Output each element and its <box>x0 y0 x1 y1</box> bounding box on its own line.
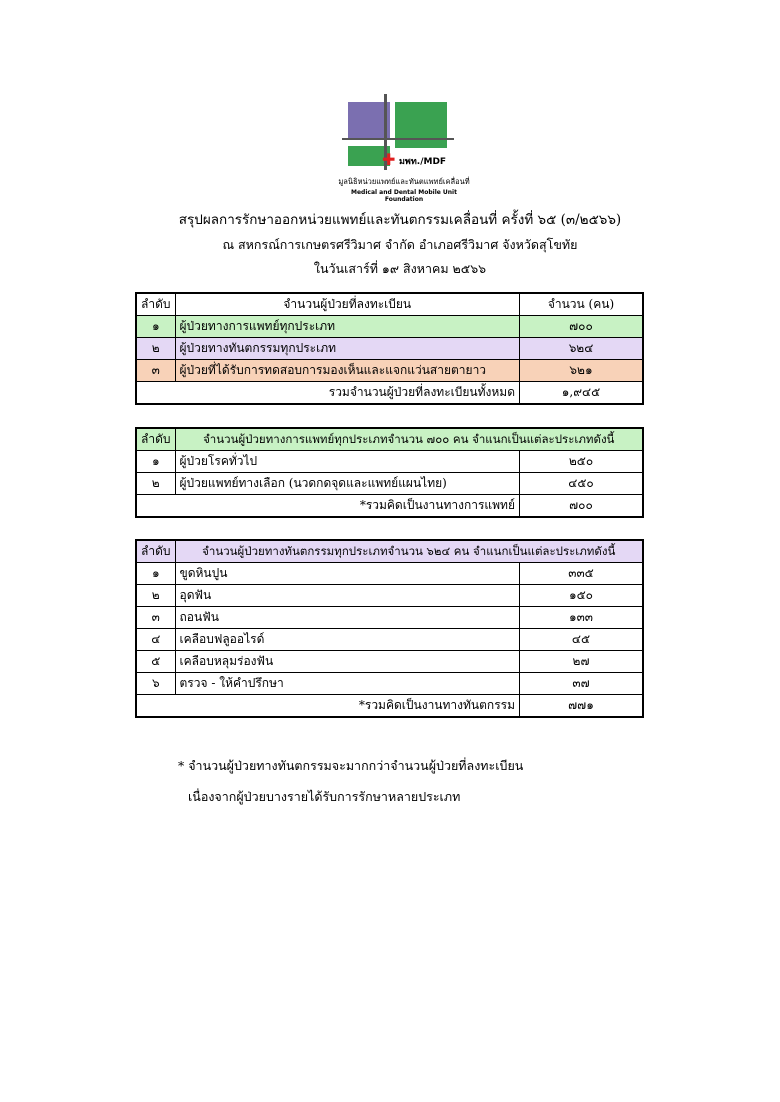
table-row <box>136 360 643 382</box>
table-header-row <box>136 428 643 451</box>
row-name: เคลือบหลุมร่องฟัน <box>175 651 519 673</box>
table-title: จำนวนผู้ป่วยทางทันตกรรมทุกประเภทจำนวน ๖๒๔ คน จำแนกเป็นแต่ละประเภทดังนี้ <box>175 540 643 563</box>
table-row <box>136 473 643 495</box>
row-no: ๑ <box>136 563 175 585</box>
row-no: ๑ <box>136 316 175 338</box>
table-row <box>136 629 643 651</box>
row-name: ผู้ป่วยทางทันตกรรมทุกประเภท <box>175 338 519 360</box>
table-row <box>136 338 643 360</box>
row-name: ผู้ป่วยแพทย์ทางเลือก (นวดกดจุดและแพทย์แผนไทย) <box>175 473 519 495</box>
table-row <box>136 585 643 607</box>
registered-patients-table <box>135 292 644 405</box>
total-label: *รวมคิดเป็นงานทางการแพทย์ <box>136 495 520 518</box>
row-count: ๗๐๐ <box>520 316 644 338</box>
row-name: ผู้ป่วยทางการแพทย์ทุกประเภท <box>175 316 519 338</box>
row-name: ตรวจ - ให้คำปรึกษา <box>175 673 519 695</box>
document-title: สรุปผลการรักษาออกหน่วยแพทย์และทันตกรรมเคลื่อนที่ ครั้งที่ ๖๕ (๓/๒๕๖๖) <box>178 212 622 228</box>
col-no-header: ลำดับ <box>136 428 175 451</box>
row-count: ๒๕๐ <box>520 451 644 473</box>
row-count: ๑๓๓ <box>520 607 644 629</box>
row-no: ๑ <box>136 451 175 473</box>
row-count: ๔๕ <box>520 629 644 651</box>
row-name: ผู้ป่วยที่ได้รับการทดสอบการมองเห็นและแจกแว่นสายตายาว <box>175 360 519 382</box>
row-no: ๒ <box>136 473 175 495</box>
row-count: ๓๓๕ <box>520 563 644 585</box>
logo-name-thai: มูลนิธิหน่วยแพทย์และทันตแพทย์เคลื่อนที่ <box>338 177 470 186</box>
total-label: *รวมคิดเป็นงานทางทันตกรรม <box>136 695 520 718</box>
table-row <box>136 563 643 585</box>
logo-green-square <box>395 102 447 148</box>
row-no: ๓ <box>136 360 175 382</box>
table-title: จำนวนผู้ป่วยทางการแพทย์ทุกประเภทจำนวน ๗๐๐ คน จำแนกเป็นแต่ละประเภทดังนี้ <box>175 428 643 451</box>
dental-breakdown-table <box>135 539 644 718</box>
row-count: ๖๒๔ <box>520 338 644 360</box>
document-date: ในวันเสาร์ที่ ๑๙ สิงหาคม ๒๕๖๖ <box>313 261 487 276</box>
total-row <box>136 382 643 405</box>
total-value: ๑,๙๔๕ <box>520 382 644 405</box>
medical-breakdown-table <box>135 427 644 518</box>
row-no: ๔ <box>136 629 175 651</box>
table-row <box>136 651 643 673</box>
total-label: รวมจำนวนผู้ป่วยที่ลงทะเบียนทั้งหมด <box>136 382 520 405</box>
row-no: ๕ <box>136 651 175 673</box>
row-name: ถอนฟัน <box>175 607 519 629</box>
red-cross-icon: ✚ <box>382 150 396 169</box>
row-name: ขูดหินปูน <box>175 563 519 585</box>
col-count-header: จำนวน (คน) <box>520 293 644 316</box>
col-no-header: ลำดับ <box>136 540 175 563</box>
row-count: ๔๕๐ <box>520 473 644 495</box>
foundation-logo <box>338 94 478 204</box>
table-row <box>136 316 643 338</box>
row-no: ๖ <box>136 673 175 695</box>
table-row <box>136 673 643 695</box>
footnote-line-2: เนื่องจากผู้ป่วยบางรายได้รับการรักษาหลายประเภท <box>188 789 461 804</box>
row-count: ๒๗ <box>520 651 644 673</box>
table-row <box>136 607 643 629</box>
table-header-row <box>136 293 643 316</box>
logo-horizontal-line <box>342 138 454 140</box>
total-value: ๗๐๐ <box>520 495 644 518</box>
col-no-header: ลำดับ <box>136 293 175 316</box>
table-header-row <box>136 540 643 563</box>
row-name: ผู้ป่วยโรคทั่วไป <box>175 451 519 473</box>
table-row <box>136 451 643 473</box>
row-no: ๓ <box>136 607 175 629</box>
row-count: ๓๗ <box>520 673 644 695</box>
row-no: ๒ <box>136 585 175 607</box>
logo-name-english: Medical and Dental Mobile Unit Foundation <box>351 189 457 203</box>
col-name-header: จำนวนผู้ป่วยที่ลงทะเบียน <box>175 293 519 316</box>
document-location: ณ สหกรณ์การเกษตรศรีวิมาศ จำกัด อำเภอศรีวิมาศ จังหวัดสุโขทัย <box>222 237 578 252</box>
total-row <box>136 695 643 718</box>
total-value: ๗๗๑ <box>520 695 644 718</box>
total-row <box>136 495 643 518</box>
row-no: ๒ <box>136 338 175 360</box>
row-name: อุดฟัน <box>175 585 519 607</box>
row-count: ๑๕๐ <box>520 585 644 607</box>
footnote-line-1: * จำนวนผู้ป่วยทางทันตกรรมจะมากกว่าจำนวนผู้ป่วยที่ลงทะเบียน <box>178 758 524 773</box>
logo-mark: มพท./MDF <box>399 157 447 167</box>
row-count: ๖๒๑ <box>520 360 644 382</box>
row-name: เคลือบฟลูออไรด์ <box>175 629 519 651</box>
